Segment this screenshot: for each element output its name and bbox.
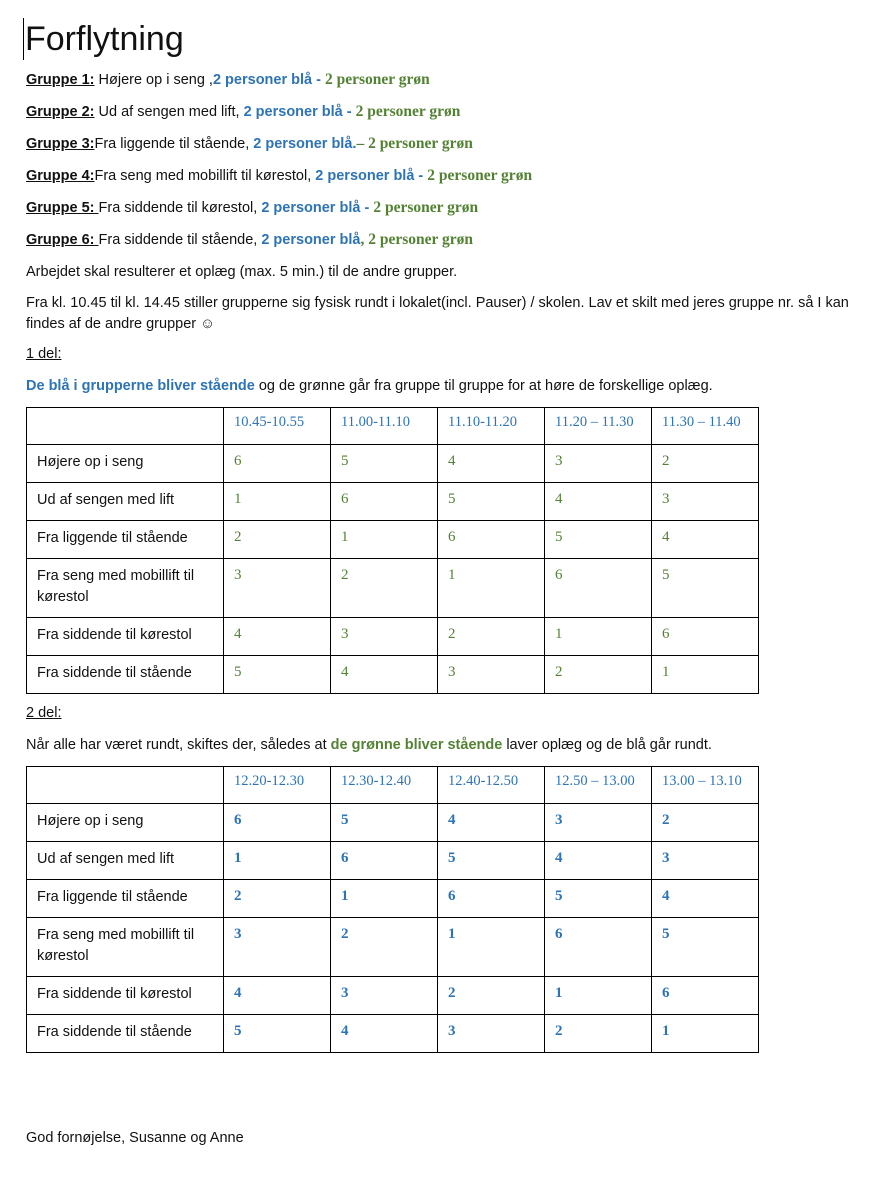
group-label: Gruppe 6:: [26, 232, 99, 248]
group-number: 2: [438, 618, 545, 656]
group-number: 4: [652, 880, 759, 918]
time-instruction: Fra kl. 10.45 til kl. 14.45 stiller grupperne sig fysisk rundt i lokalet(incl. Pauser) / skolen. Lav et skilt med jeres gruppe nr. så I kan findes af de andre grupper ☺: [26, 295, 849, 332]
part2-intro-highlight: de grønne bliver stående: [330, 737, 503, 753]
group-number: 5: [331, 445, 438, 483]
part2-intro-rest: laver oplæg og de blå går rundt.: [502, 737, 712, 753]
row-label: Fra liggende til stående: [27, 880, 224, 918]
group-number: 3: [545, 804, 652, 842]
group-number: 5: [545, 521, 652, 559]
group-number: 4: [438, 445, 545, 483]
time-slot: 11.00-11.10: [331, 408, 438, 445]
part1-intro: [26, 376, 866, 397]
table-header-row: [27, 767, 759, 804]
time-slot: 12.40-12.50: [438, 767, 545, 804]
row-label: Fra siddende til kørestol: [27, 977, 224, 1015]
group-number: 5: [545, 880, 652, 918]
group-number: 2: [331, 559, 438, 618]
header-empty-cell: [27, 767, 224, 804]
group-number: 6: [652, 977, 759, 1015]
time-slot: 12.50 – 13.00: [545, 767, 652, 804]
group-number: 5: [224, 1015, 331, 1053]
group-number: 1: [438, 559, 545, 618]
group-number: 3: [438, 656, 545, 694]
group-number: 2: [545, 1015, 652, 1053]
group-task: Fra liggende til stående,: [94, 136, 254, 152]
table-row: [27, 445, 759, 483]
group-number: 4: [545, 842, 652, 880]
group-task: Ud af sengen med lift,: [94, 104, 244, 120]
group-label: Gruppe 1:: [26, 72, 95, 88]
header-empty-cell: [27, 408, 224, 445]
part2-intro-pre: Når alle har været rundt, skiftes der, således at: [26, 737, 331, 753]
group-number: 3: [438, 1015, 545, 1053]
group-list: [26, 64, 866, 256]
group-blue-count: 2 personer blå -: [315, 168, 428, 184]
group-number: 1: [545, 618, 652, 656]
group-green-count: , 2 personer grøn: [360, 231, 473, 248]
work-instruction: Arbejdet skal resulterer et oplæg (max. 5 min.) til de andre grupper.: [26, 264, 458, 280]
group-blue-count: 2 personer blå -: [243, 104, 356, 120]
group-line: [26, 160, 866, 192]
group-number: 2: [224, 880, 331, 918]
group-number: 4: [224, 977, 331, 1015]
group-label: Gruppe 3:: [26, 136, 95, 152]
closing-signature: God fornøjelse, Susanne og Anne: [26, 1130, 244, 1146]
part1-heading: 1 del:: [26, 346, 62, 362]
group-number: 4: [652, 521, 759, 559]
table-header-row: [27, 408, 759, 445]
group-number: 6: [545, 918, 652, 977]
group-number: 4: [224, 618, 331, 656]
group-blue-count: 2 personer blå.: [253, 136, 357, 152]
group-number: 2: [331, 918, 438, 977]
time-slot: 11.20 – 11.30: [545, 408, 652, 445]
row-label: Fra siddende til stående: [27, 1015, 224, 1053]
group-green-count: 2 personer grøn: [373, 199, 479, 216]
row-label: Fra liggende til stående: [27, 521, 224, 559]
group-number: 3: [331, 977, 438, 1015]
group-number: 6: [331, 842, 438, 880]
group-number: 3: [652, 483, 759, 521]
group-label: Gruppe 4:: [26, 168, 95, 184]
group-line: [26, 224, 866, 256]
table-row: [27, 656, 759, 694]
group-green-count: 2 personer grøn: [427, 167, 533, 184]
group-number: 6: [438, 880, 545, 918]
group-task: Fra siddende til stående,: [98, 232, 262, 248]
table-row: [27, 521, 759, 559]
group-number: 5: [652, 918, 759, 977]
time-slot: 11.10-11.20: [438, 408, 545, 445]
table-row: [27, 977, 759, 1015]
row-label: Fra seng med mobillift til kørestol: [27, 918, 224, 977]
part2-heading: 2 del:: [26, 705, 62, 721]
group-number: 3: [224, 559, 331, 618]
table-row: [27, 559, 759, 618]
group-number: 6: [545, 559, 652, 618]
group-number: 1: [331, 880, 438, 918]
part1-intro-highlight: De blå i grupperne bliver stående: [26, 378, 255, 394]
time-slot: 10.45-10.55: [224, 408, 331, 445]
group-blue-count: 2 personer blå: [261, 232, 361, 248]
part2-intro: [26, 735, 866, 756]
table-row: [27, 1015, 759, 1053]
group-number: 2: [545, 656, 652, 694]
time-slot: 11.30 – 11.40: [652, 408, 759, 445]
schedule-table-part1: [26, 407, 759, 694]
group-number: 1: [652, 656, 759, 694]
row-label: Ud af sengen med lift: [27, 483, 224, 521]
document-page: [26, 18, 866, 1053]
row-label: Fra siddende til stående: [27, 656, 224, 694]
group-number: 3: [331, 618, 438, 656]
group-number: 1: [224, 842, 331, 880]
group-number: 3: [224, 918, 331, 977]
group-number: 1: [331, 521, 438, 559]
group-number: 6: [224, 804, 331, 842]
group-label: Gruppe 5:: [26, 200, 99, 216]
group-task: Fra seng med mobillift til kørestol,: [94, 168, 316, 184]
group-green-count: 2 personer grøn: [355, 103, 461, 120]
group-number: 2: [652, 804, 759, 842]
group-number: 4: [438, 804, 545, 842]
group-number: 6: [224, 445, 331, 483]
group-number: 3: [652, 842, 759, 880]
table-row: [27, 842, 759, 880]
group-number: 6: [331, 483, 438, 521]
group-number: 5: [652, 559, 759, 618]
row-label: Fra seng med mobillift til kørestol: [27, 559, 224, 618]
group-number: 2: [224, 521, 331, 559]
table-row: [27, 483, 759, 521]
time-slot: 12.20-12.30: [224, 767, 331, 804]
group-line: [26, 64, 866, 96]
group-green-count: – 2 personer grøn: [356, 135, 473, 152]
group-task: Højere op i seng ,: [94, 72, 213, 88]
group-line: [26, 96, 866, 128]
group-blue-count: 2 personer blå -: [212, 72, 325, 88]
schedule-table-part2: [26, 766, 759, 1053]
table-row: [27, 618, 759, 656]
table-row: [27, 918, 759, 977]
group-number: 2: [438, 977, 545, 1015]
document-title: Forflytning: [23, 18, 866, 60]
group-blue-count: 2 personer blå -: [261, 200, 374, 216]
group-number: 5: [438, 842, 545, 880]
group-number: 1: [438, 918, 545, 977]
group-green-count: 2 personer grøn: [324, 71, 430, 88]
group-number: 4: [331, 1015, 438, 1053]
group-number: 2: [652, 445, 759, 483]
table-row: [27, 880, 759, 918]
row-label: Højere op i seng: [27, 445, 224, 483]
part1-intro-rest: og de grønne går fra gruppe til gruppe for at høre de forskellige oplæg.: [254, 378, 713, 394]
row-label: Ud af sengen med lift: [27, 842, 224, 880]
group-number: 1: [545, 977, 652, 1015]
group-number: 3: [545, 445, 652, 483]
group-number: 4: [545, 483, 652, 521]
group-task: Fra siddende til kørestol,: [98, 200, 262, 216]
group-number: 1: [652, 1015, 759, 1053]
group-number: 5: [224, 656, 331, 694]
group-number: 6: [438, 521, 545, 559]
time-slot: 12.30-12.40: [331, 767, 438, 804]
group-number: 1: [224, 483, 331, 521]
group-number: 5: [438, 483, 545, 521]
time-slot: 13.00 – 13.10: [652, 767, 759, 804]
group-line: [26, 128, 866, 160]
group-number: 6: [652, 618, 759, 656]
group-line: [26, 192, 866, 224]
group-number: 5: [331, 804, 438, 842]
table-row: [27, 804, 759, 842]
row-label: Højere op i seng: [27, 804, 224, 842]
row-label: Fra siddende til kørestol: [27, 618, 224, 656]
group-label: Gruppe 2:: [26, 104, 95, 120]
group-number: 4: [331, 656, 438, 694]
